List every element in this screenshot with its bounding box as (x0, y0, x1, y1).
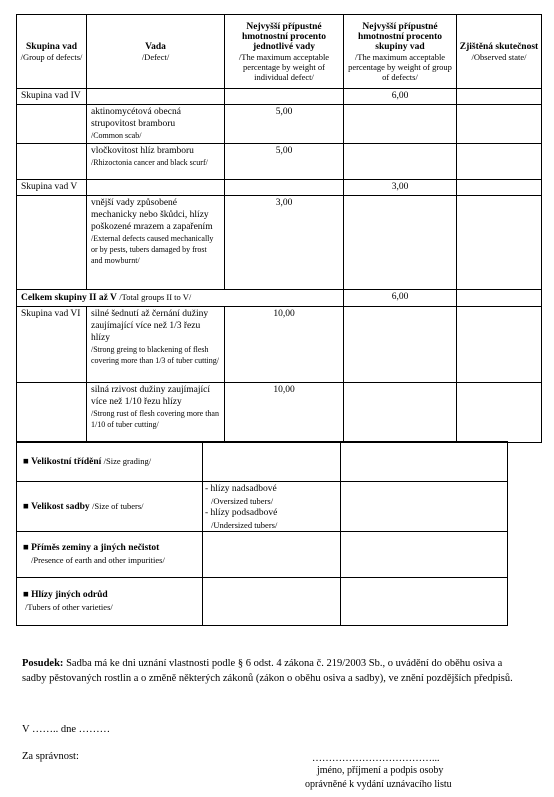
observed-cell (341, 482, 508, 532)
quality-table (16, 441, 508, 626)
table-row (17, 196, 542, 290)
observed-cell (341, 578, 508, 626)
observed-cell (457, 196, 542, 290)
group-cell: Skupina vad IV (17, 89, 87, 105)
defect-cell: vnější vady způsobené mechanicky nebo škůdci, hlízy poškozené mrazem a zapařením /External defects caused mechanically or by pests, tubers damaged by frost and mowburnt/ (87, 196, 225, 290)
header-group: Skupina vad /Group of defects/ (17, 15, 87, 89)
signature-line2: oprávněné k vydání uznávacího listu (305, 779, 452, 790)
individual-max-value: 5,00 (225, 144, 344, 180)
observed-cell (457, 180, 542, 196)
criterion-cell: ■ Velikostní třídění /Size grading/ (17, 442, 203, 482)
criterion-cell: ■ Příměs zeminy a jiných nečistot /Presence of earth and other impurities/ (17, 532, 203, 578)
defect-cell: silné šednutí až černání dužiny zaujímající více než 1/3 řezu hlízy /Strong greing to blackening of flesh covering more than 1/3 of tuber cutting/ (87, 307, 225, 383)
individual-max-value: 3,00 (225, 196, 344, 290)
group-max-value: 6,00 (344, 89, 457, 105)
header-observed: Zjištěná skutečnost /Observed state/ (457, 15, 542, 89)
criterion-cell: ■ Hlízy jiných odrůd /Tubers of other varieties/ (17, 578, 203, 626)
table-row (17, 144, 542, 180)
header-group-max: Nejvyšší přípustné hmotnostní procento skupiny vad /The maximum acceptable percentage by weight of group of defects/ (344, 15, 457, 89)
criterion-cell: ■ Velikost sadby /Size of tubers/ (17, 482, 203, 532)
table-row (17, 307, 542, 383)
observed-cell (457, 383, 542, 443)
assessment-paragraph: Posudek: Sadba má ke dni uznání vlastnosti podle § 6 odst. 4 zákona č. 219/2003 Sb., o uvádění do oběhu osiva a sadby pěstovaných rostlin a o změně některých zákonů (zákon o oběhu osiva a sadby), ve znění pozdějších předpisů. (22, 658, 513, 684)
observed-cell (341, 442, 508, 482)
group-max-value: 6,00 (344, 290, 457, 307)
signature-dots: ………………………………... (312, 753, 440, 764)
correctness-label: Za správnost: (22, 751, 79, 762)
table-row (17, 105, 542, 144)
individual-max-value: 5,00 (225, 105, 344, 144)
table-row (17, 578, 508, 626)
table-row (17, 532, 508, 578)
header-individual-max: Nejvyšší přípustné hmotnostní procento jednotlivé vady /The maximum acceptable percentage by weight of individual defect/ (225, 15, 344, 89)
observed-cell (457, 144, 542, 180)
individual-max-value: 10,00 (225, 383, 344, 443)
total-cell: Celkem skupiny II až V /Total groups II to V/ (17, 290, 344, 307)
table-row (17, 89, 542, 105)
table-row (17, 442, 508, 482)
group-max-value: 3,00 (344, 180, 457, 196)
observed-cell (341, 532, 508, 578)
defect-cell: aktinomycétová obecná strupovitost bramboru /Common scab/ (87, 105, 225, 144)
group-cell: Skupina vad V (17, 180, 87, 196)
table-row (17, 180, 542, 196)
defects-table (16, 14, 542, 443)
observed-cell (457, 105, 542, 144)
table-row (17, 482, 508, 532)
header-defect: Vada /Defect/ (87, 15, 225, 89)
defects-header-row (17, 15, 542, 89)
observed-cell (457, 290, 542, 307)
table-row (17, 290, 542, 307)
signature-line1: jméno, příjmení a podpis osoby (317, 765, 444, 776)
subcategory-cell: - hlízy nadsadbové /Oversized tubers/ - hlízy podsadbové /Undersized tubers/ (203, 482, 341, 532)
individual-max-value: 10,00 (225, 307, 344, 383)
table-row (17, 383, 542, 443)
defect-cell: silná rzivost dužiny zaujímající více než 1/10 řezu hlízy /Strong rust of flesh covering more than 1/10 of tuber cutting/ (87, 383, 225, 443)
place-date-line: V …….. dne ……… (22, 724, 111, 735)
observed-cell (457, 89, 542, 105)
observed-cell (457, 307, 542, 383)
group-cell: Skupina vad VI (17, 307, 87, 383)
defect-cell: vločkovitost hlíz bramboru /Rhizoctonia cancer and black scurf/ (87, 144, 225, 180)
